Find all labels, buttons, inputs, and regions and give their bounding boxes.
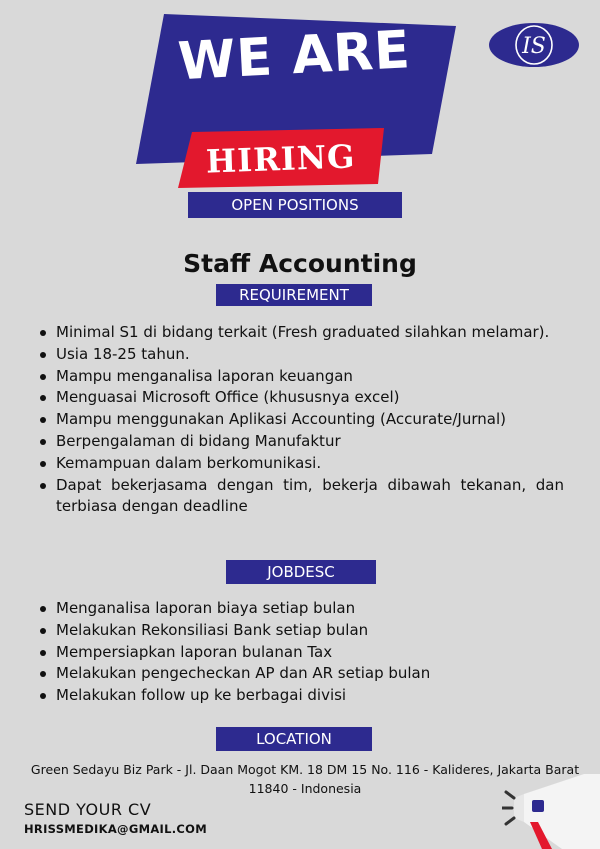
requirement-item: Usia 18-25 tahun. — [38, 344, 564, 366]
requirement-item: Minimal S1 di bidang terkait (Fresh graduated silahkan melamar). — [38, 322, 564, 344]
headline-we-are: WE ARE — [176, 20, 413, 93]
location-banner: LOCATION — [216, 727, 372, 751]
requirement-item: Berpengalaman di bidang Manufaktur — [38, 431, 564, 453]
jobdesc-item: Menganalisa laporan biaya setiap bulan — [38, 598, 564, 620]
megaphone-icon — [502, 770, 600, 849]
requirement-list — [38, 322, 564, 518]
location-address: Green Sedayu Biz Park - Jl. Daan Mogot KM. 18 DM 15 No. 116 - Kalideres, Jakarta Barat 11840 - Indonesia — [30, 762, 580, 796]
requirement-item: Dapat bekerjasama dengan tim, bekerja dibawah tekanan, dan terbiasa dengan deadline — [38, 475, 564, 519]
jobdesc-item: Melakukan pengecheckan AP dan AR setiap bulan — [38, 663, 564, 685]
jobdesc-item: Mempersiapkan laporan bulanan Tax — [38, 642, 564, 664]
logo-text: IS — [522, 34, 546, 59]
requirement-item: Mampu menganalisa laporan keuangan — [38, 366, 564, 388]
requirement-item: Mampu menggunakan Aplikasi Accounting (Accurate/Jurnal) — [38, 409, 564, 431]
requirement-item: Kemampuan dalam berkomunikasi. — [38, 453, 564, 475]
requirement-item: Menguasai Microsoft Office (khususnya excel) — [38, 387, 564, 409]
contact-email[interactable]: HRISSMEDIKA@GMAIL.COM — [24, 822, 207, 836]
open-positions-banner: OPEN POSITIONS — [188, 192, 402, 218]
requirement-banner: REQUIREMENT — [216, 284, 372, 306]
company-logo-icon — [488, 22, 580, 68]
headline-hiring: HIRING — [205, 137, 356, 181]
send-cv-label: SEND YOUR CV — [24, 800, 152, 819]
jobdesc-item: Melakukan Rekonsiliasi Bank setiap bulan — [38, 620, 564, 642]
jobdesc-item: Melakukan follow up ke berbagai divisi — [38, 685, 564, 707]
jobdesc-list — [38, 598, 564, 707]
job-title: Staff Accounting — [183, 249, 417, 278]
jobdesc-banner: JOBDESC — [226, 560, 376, 584]
